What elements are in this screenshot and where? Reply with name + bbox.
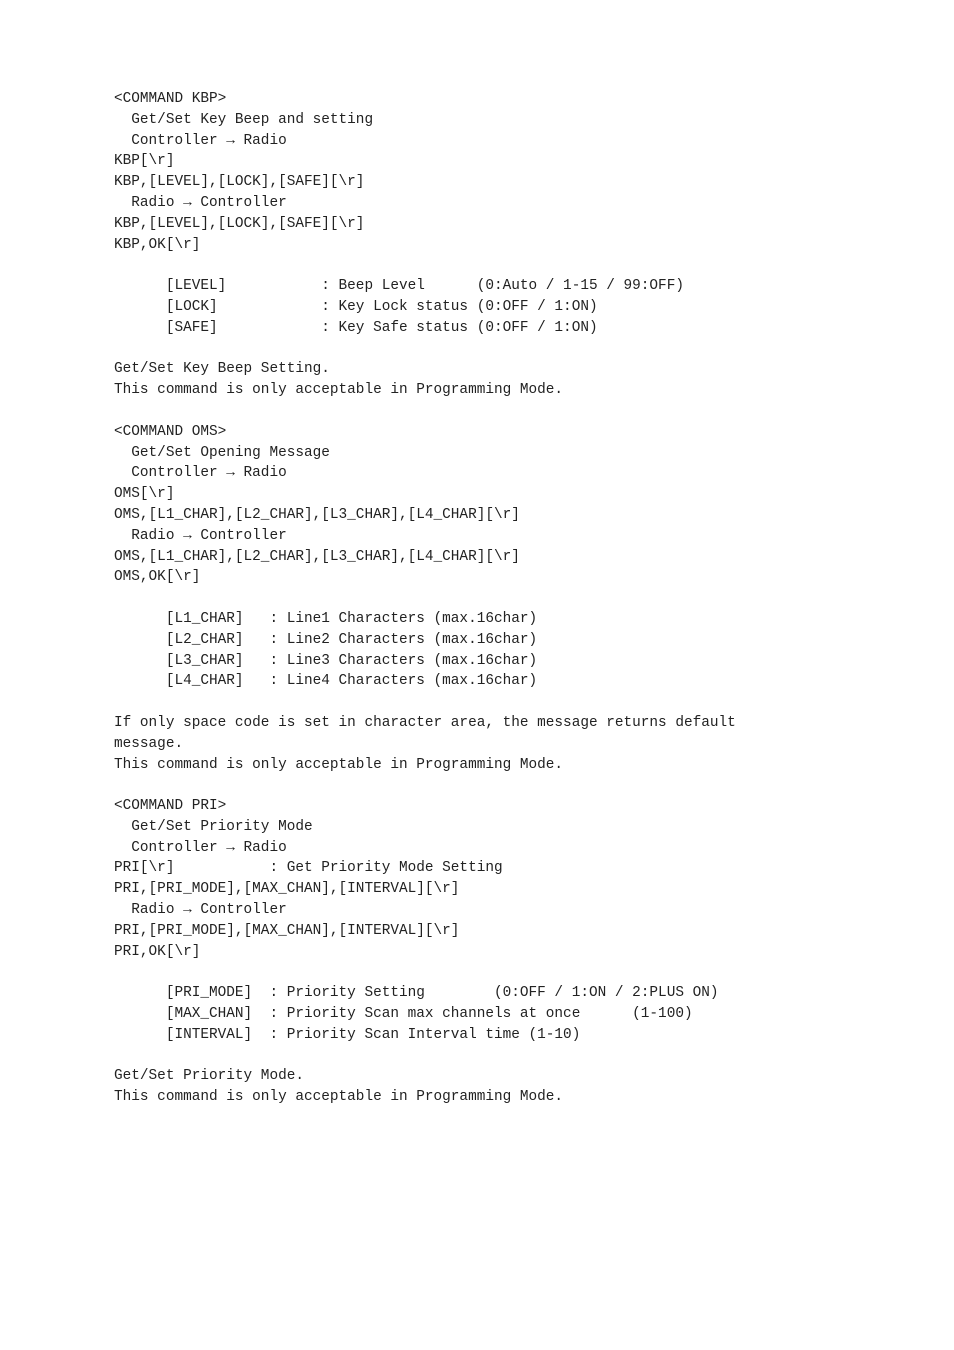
parameter-row: [L4_CHAR] : Line4 Characters (max.16char) [114, 673, 538, 690]
parameter-row: [PRI_MODE] : Priority Setting (0:OFF / 1:ON / 2:PLUS ON) [114, 985, 719, 1002]
blank-line [114, 1046, 914, 1067]
section-separator [114, 401, 914, 422]
command-syntax: PRI[\r] : Get Priority Mode Setting [114, 860, 503, 877]
direction-label: Radio → Controller [114, 902, 287, 919]
parameter-row: [LOCK] : Key Lock status (0:OFF / 1:ON) [114, 298, 598, 315]
parameter-row: [MAX_CHAN] : Priority Scan max channels at once (1-100) [114, 1006, 693, 1023]
parameter-row: [INTERVAL] : Priority Scan Interval time (1-10) [114, 1026, 581, 1043]
command-header: <COMMAND KBP> [114, 91, 227, 107]
command-header: <COMMAND OMS> [114, 423, 227, 440]
section-kbp [114, 89, 914, 401]
section-separator [114, 775, 914, 796]
command-syntax: OMS,[L1_CHAR],[L2_CHAR],[L3_CHAR],[L4_CHAR][\r] [114, 506, 520, 523]
command-syntax: KBP,[LEVEL],[LOCK],[SAFE][\r] [114, 174, 365, 191]
direction-label: Radio → Controller [114, 527, 287, 544]
blank-line [114, 692, 914, 713]
direction-label: Controller → Radio [114, 465, 287, 482]
parameter-row: [L2_CHAR] : Line2 Characters (max.16char) [114, 631, 538, 648]
response-syntax: PRI,OK[\r] [114, 943, 201, 960]
direction-label: Controller → Radio [114, 132, 287, 149]
blank-line [114, 255, 914, 276]
response-syntax: PRI,[PRI_MODE],[MAX_CHAN],[INTERVAL][\r] [114, 922, 460, 939]
note-text: Get/Set Priority Mode. [114, 1068, 304, 1085]
parameter-row: [LEVEL] : Beep Level (0:Auto / 1-15 / 99:OFF) [114, 278, 684, 295]
blank-line [114, 339, 914, 360]
command-header: <COMMAND PRI> [114, 798, 227, 815]
blank-line [114, 962, 914, 983]
parameter-row: [SAFE] : Key Safe status (0:OFF / 1:ON) [114, 319, 598, 336]
note-text: This command is only acceptable in Programming Mode. [114, 382, 564, 399]
command-description: Get/Set Opening Message [114, 444, 330, 461]
note-text: This command is only acceptable in Programming Mode. [114, 756, 564, 773]
section-pri [114, 796, 914, 1108]
command-syntax: KBP[\r] [114, 153, 175, 170]
response-syntax: KBP,OK[\r] [114, 236, 201, 253]
note-text: Get/Set Key Beep Setting. [114, 361, 330, 378]
command-syntax: OMS[\r] [114, 486, 175, 503]
note-text: This command is only acceptable in Programming Mode. [114, 1089, 564, 1106]
command-description: Get/Set Priority Mode [114, 818, 313, 835]
response-syntax: OMS,[L1_CHAR],[L2_CHAR],[L3_CHAR],[L4_CHAR][\r] [114, 548, 520, 565]
command-description: Get/Set Key Beep and setting [114, 111, 374, 128]
response-syntax: KBP,[LEVEL],[LOCK],[SAFE][\r] [114, 215, 365, 232]
section-oms [114, 422, 914, 776]
blank-line [114, 588, 914, 609]
direction-label: Radio → Controller [114, 194, 287, 211]
response-syntax: OMS,OK[\r] [114, 569, 201, 586]
parameter-row: [L3_CHAR] : Line3 Characters (max.16char) [114, 652, 538, 669]
parameter-row: [L1_CHAR] : Line1 Characters (max.16char) [114, 610, 538, 627]
note-text: If only space code is set in character area, the message returns default [114, 714, 736, 731]
command-syntax: PRI,[PRI_MODE],[MAX_CHAN],[INTERVAL][\r] [114, 881, 460, 898]
note-text: message. [114, 735, 184, 752]
document-page [114, 89, 914, 1108]
direction-label: Controller → Radio [114, 839, 287, 856]
